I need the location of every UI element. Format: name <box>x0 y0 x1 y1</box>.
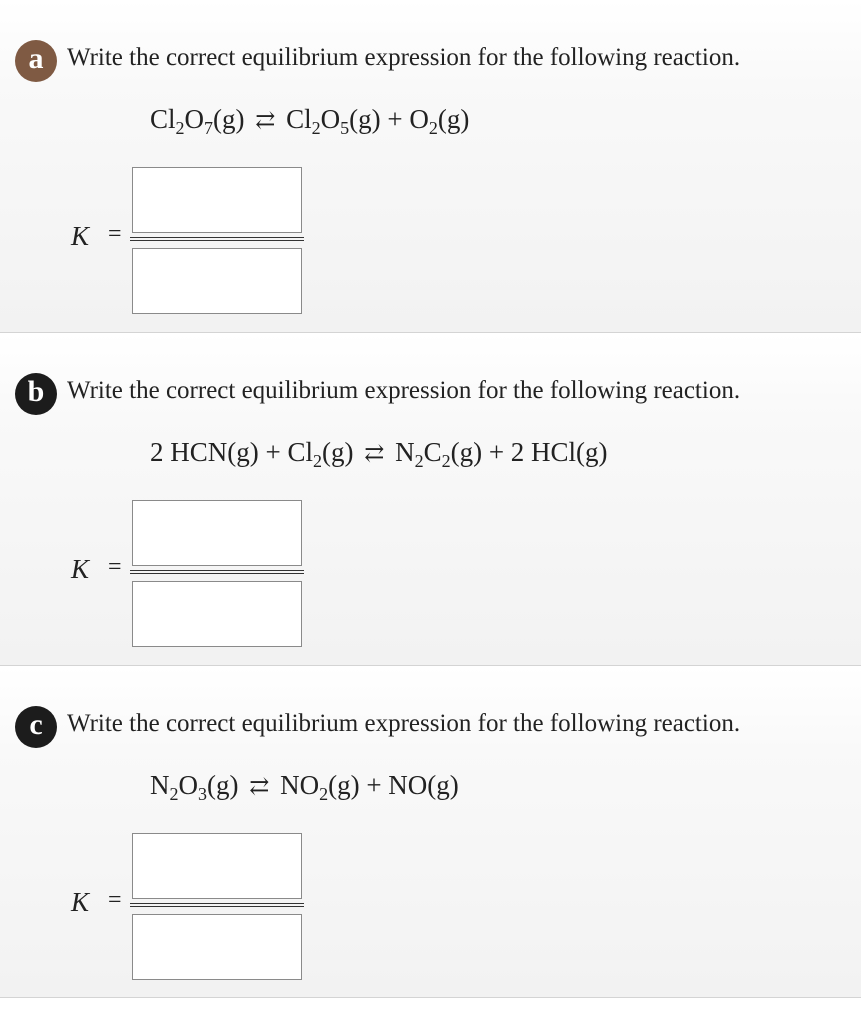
part-c-question: Write the correct equilibrium expression for the following reaction. <box>67 710 741 737</box>
part-c-numerator-input[interactable] <box>132 833 302 899</box>
reaction-text: O <box>184 104 205 134</box>
equilibrium-arrow-icon: ⇄ <box>255 108 276 134</box>
part-b-reaction <box>150 437 608 472</box>
equilibrium-arrow-icon: ⇄ <box>249 774 270 800</box>
part-c-section <box>0 666 861 998</box>
reaction-text: (g) <box>213 104 252 134</box>
part-a-badge: a <box>15 40 57 82</box>
part-b-denominator-input[interactable] <box>132 581 302 647</box>
part-b-badge: b <box>15 373 57 415</box>
reaction-text: N <box>388 437 415 467</box>
part-b-section <box>0 333 861 666</box>
part-c-fraction-bar <box>130 903 304 907</box>
part-b-question: Write the correct equilibrium expression for the following reaction. <box>67 377 741 404</box>
equilibrium-arrow-icon: ⇄ <box>364 441 385 467</box>
reaction-text: (g) <box>207 770 246 800</box>
reaction-text: O <box>178 770 198 800</box>
reaction-subscript: 2 <box>311 118 321 138</box>
part-a-question: Write the correct equilibrium expression for the following reaction. <box>67 44 741 71</box>
part-c-reaction <box>150 770 459 805</box>
part-a-equals-sign: = <box>108 221 122 247</box>
part-c-badge: c <box>15 706 57 748</box>
reaction-text: (g) + O <box>349 104 429 134</box>
reaction-text: (g) <box>437 104 470 134</box>
part-a-numerator-input[interactable] <box>132 167 302 233</box>
part-b-equals-sign: = <box>108 554 122 580</box>
reaction-subscript: 7 <box>204 118 214 138</box>
part-a-section <box>0 0 861 333</box>
part-b-k-label: K <box>71 554 90 584</box>
reaction-text: N <box>150 770 170 800</box>
part-a-k-label: K <box>71 221 90 251</box>
reaction-text: 2 HCN(g) + Cl <box>150 437 313 467</box>
reaction-subscript: 2 <box>312 451 322 471</box>
part-b-numerator-input[interactable] <box>132 500 302 566</box>
part-a-reaction <box>150 104 469 139</box>
reaction-subscript: 5 <box>340 118 350 138</box>
reaction-text: Cl <box>279 104 312 134</box>
reaction-subscript: 2 <box>414 451 424 471</box>
part-c-equals-sign: = <box>108 887 122 913</box>
reaction-text: O <box>320 104 341 134</box>
part-a-denominator-input[interactable] <box>132 248 302 314</box>
reaction-subscript: 2 <box>319 784 329 804</box>
reaction-text: (g) + NO(g) <box>328 770 459 800</box>
reaction-subscript: 3 <box>198 784 207 804</box>
reaction-subscript: 2 <box>428 118 438 138</box>
reaction-subscript: 2 <box>175 118 185 138</box>
reaction-subscript: 2 <box>441 451 451 471</box>
part-c-denominator-input[interactable] <box>132 914 302 980</box>
reaction-text: C <box>423 437 442 467</box>
reaction-text: (g) + 2 HCl(g) <box>450 437 608 467</box>
reaction-subscript: 2 <box>169 784 179 804</box>
reaction-text: (g) <box>321 437 361 467</box>
part-a-fraction-bar <box>130 237 304 241</box>
reaction-text: NO <box>273 770 320 800</box>
reaction-text: Cl <box>150 104 176 134</box>
part-c-k-label: K <box>71 887 90 917</box>
part-b-fraction-bar <box>130 570 304 574</box>
